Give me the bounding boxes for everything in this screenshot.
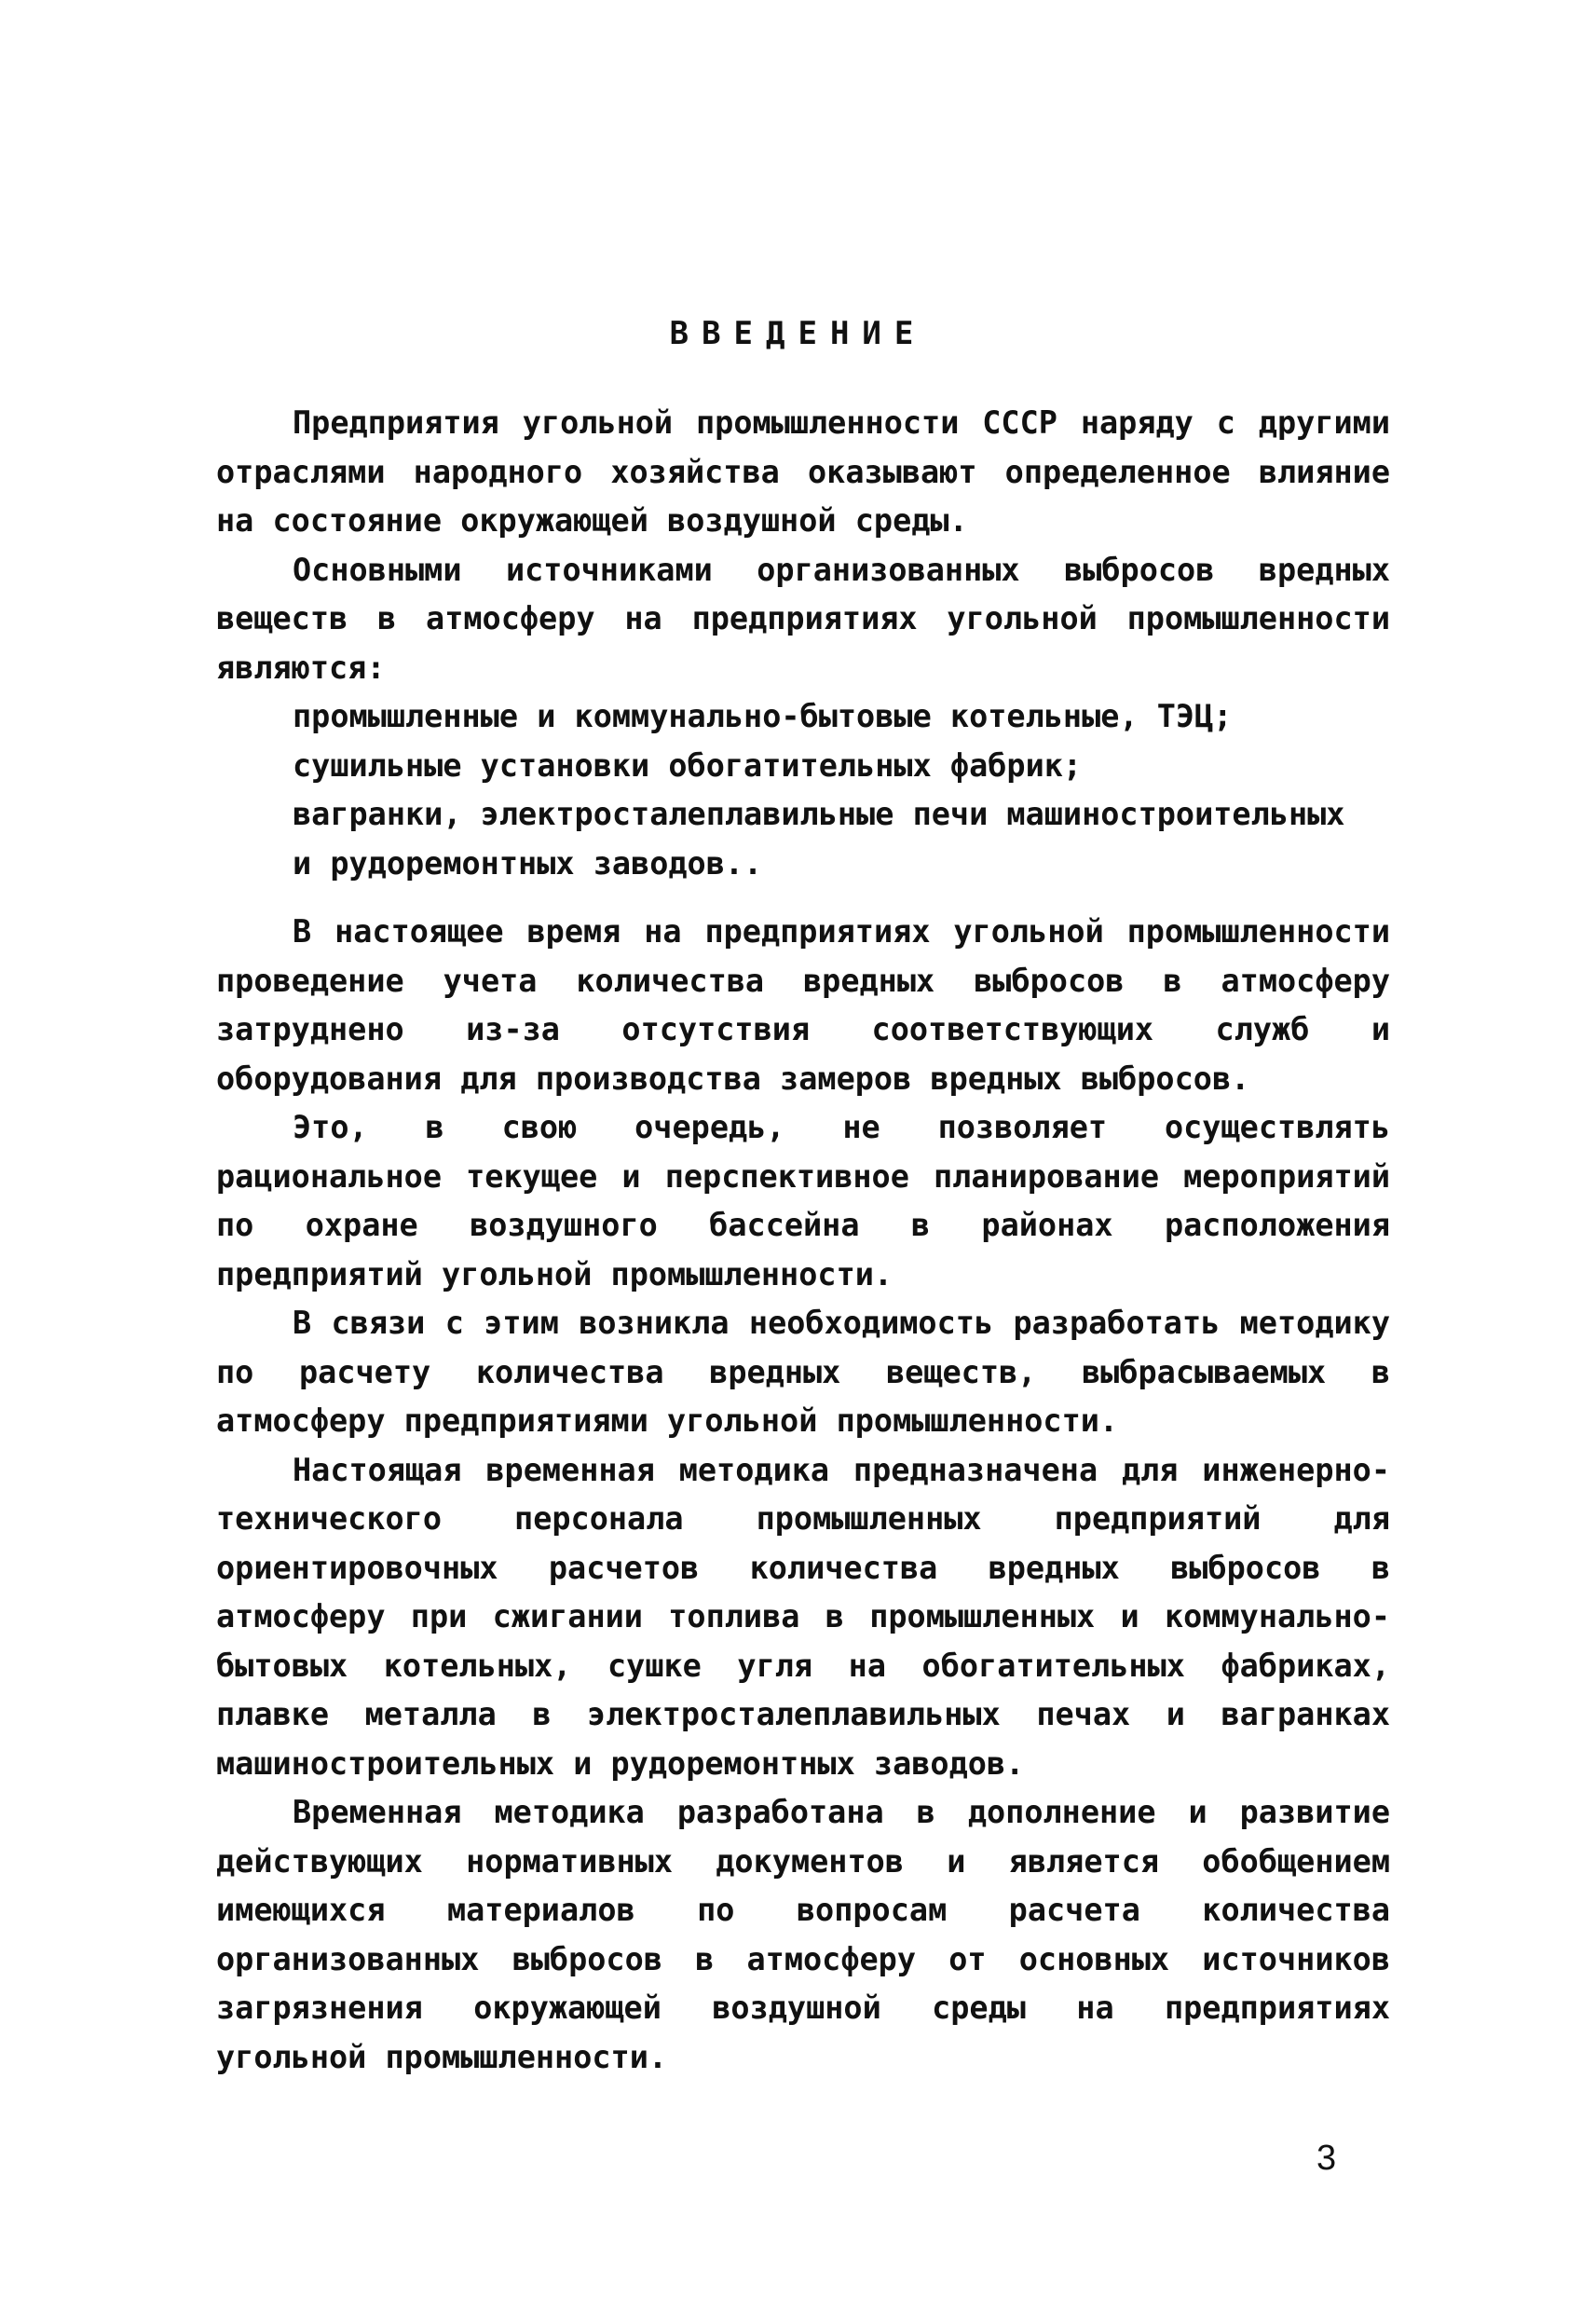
paragraph-purpose: Настоящая временная методика предназначена для инженерно-технического персонала промышленных предприятий для ориентировочных расчетов количества вредных выбросов в атмосферу при сжигании топлива в промышленных и коммунально-бытовых котельных, сушке угля на обогатительных фабриках, плавке металла в электросталеплавильных печах и вагранках машиностроительных и рудоремонтных заводов. bbox=[216, 1451, 1390, 1782]
paragraph-necessity: В связи с этим возникла необходимость разработать методику по расчету количества вредных веществ, выбрасываемых в атмосферу предприятиями угольной промышленности. bbox=[216, 1305, 1390, 1439]
page-number: 3 bbox=[1316, 2139, 1337, 2178]
document-body bbox=[216, 399, 1390, 2082]
list-item: промышленные и коммунально-бытовые котельные, ТЭЦ; bbox=[293, 698, 1233, 734]
section-title: ВВЕДЕНИЕ bbox=[669, 315, 927, 352]
paragraph-consequence: Это, в свою очередь, не позволяет осуществлять рациональное текущее и перспективное планирование мероприятий по охране воздушного бассейна в районах расположения предприятий угольной промышленности. bbox=[216, 1109, 1390, 1292]
paragraph-current-state: В настоящее время на предприятиях угольной промышленности проведение учета количества вредных выбросов в атмосферу затруднено из-за отсутствия соответствующих служб и оборудования для производства замеров вредных выбросов. bbox=[216, 913, 1390, 1097]
paragraph-development: Временная методика разработана в дополнение и развитие действующих нормативных документов и является обобщением имеющихся материалов по вопросам расчета количества организованных выбросов в атмосферу от основных источников загрязнения окружающей воздушной среды на предприятиях угольной промышленности. bbox=[216, 1794, 1390, 2075]
list-item: вагранки, электросталеплавильные печи машиностроительных bbox=[293, 796, 1345, 832]
list-item: и рудоремонтных заводов.. bbox=[293, 844, 763, 882]
sources-list bbox=[216, 692, 1390, 888]
paragraph-sources: Основными источниками организованных выбросов вредных веществ в атмосферу на предприятиях угольной промышленности являются: bbox=[216, 551, 1390, 686]
list-item: сушильные установки обогатительных фабрик; bbox=[293, 746, 1083, 784]
paragraph-intro: Предприятия угольной промышленности СССР наряду с другими отраслями народного хозяйства оказывают определенное влияние на состояние окружающей воздушной среды. bbox=[216, 404, 1390, 539]
